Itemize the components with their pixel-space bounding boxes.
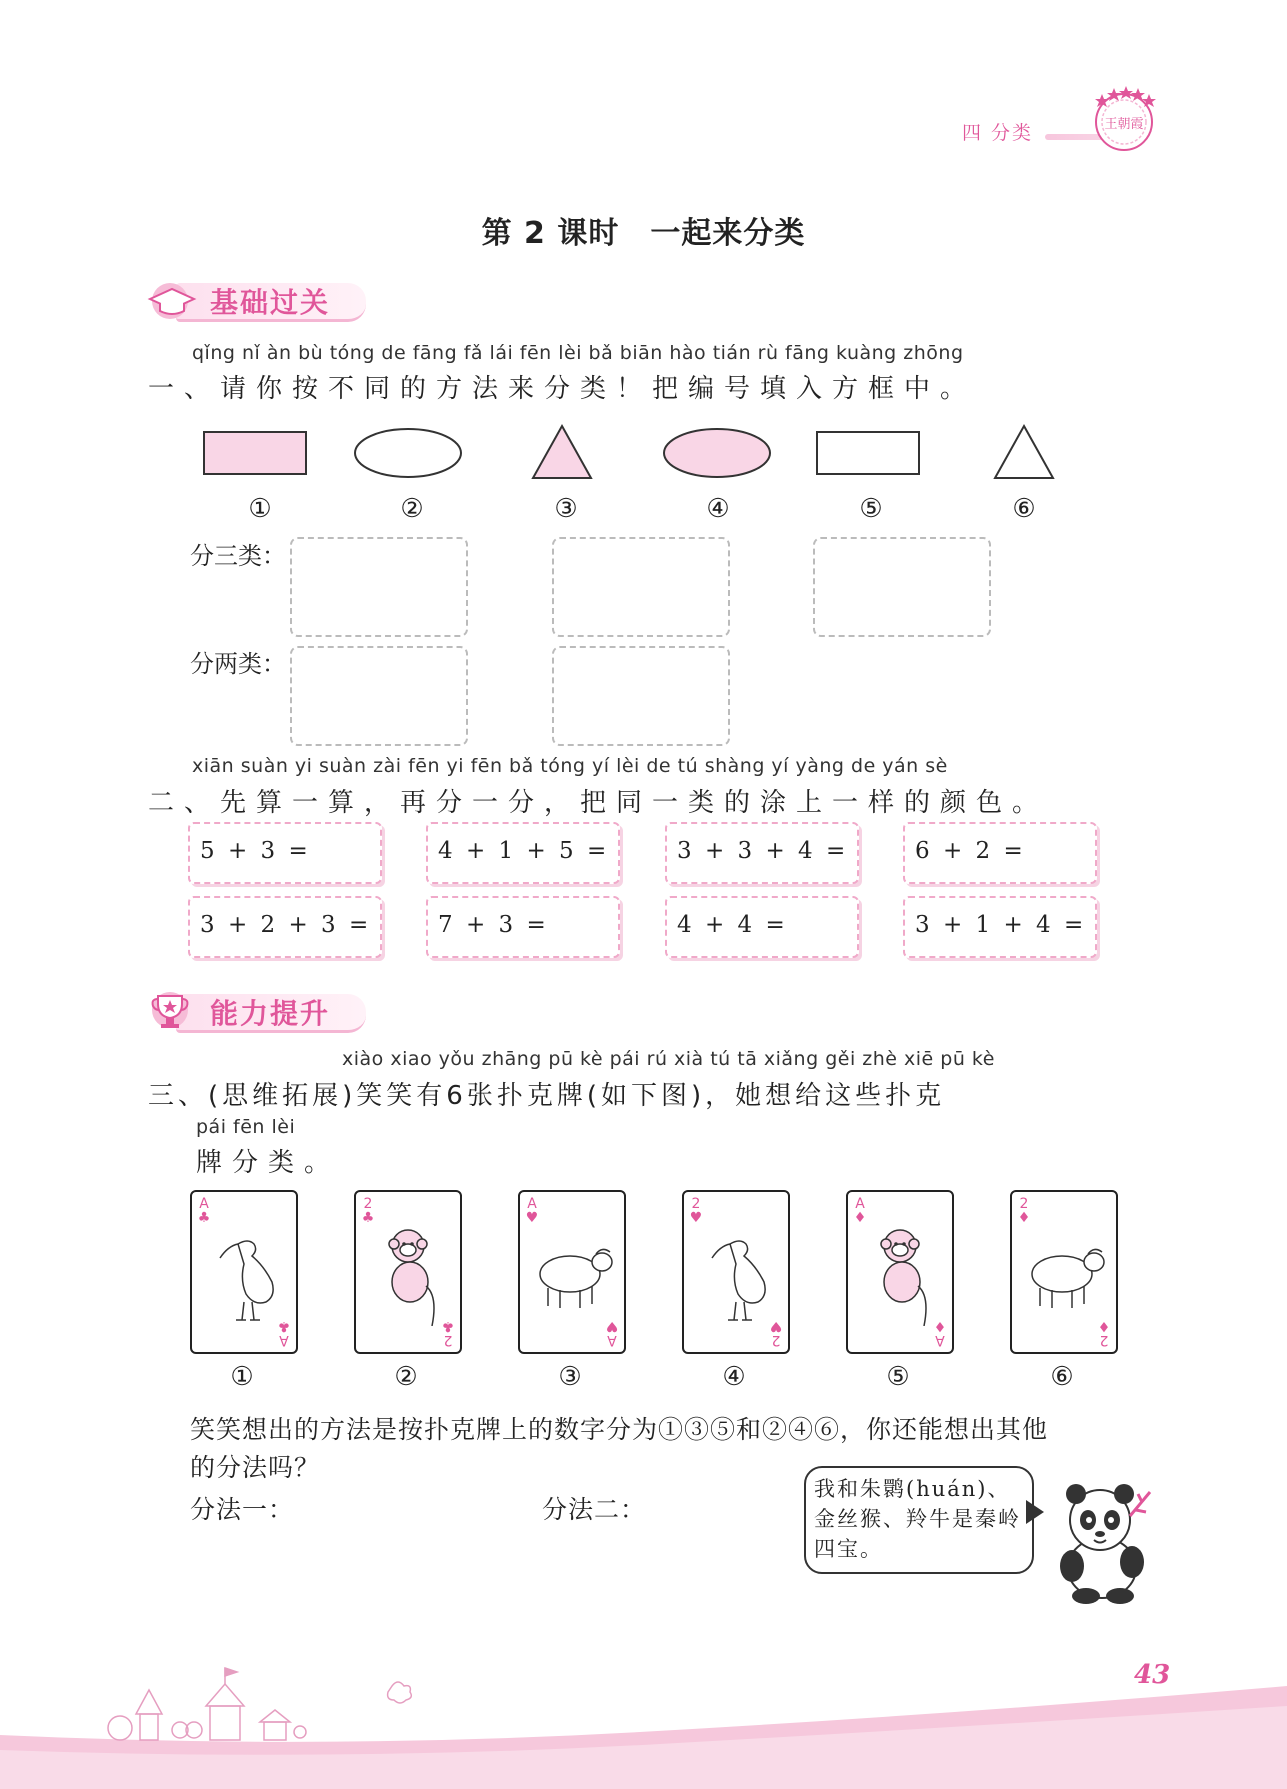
method-two-label: 分法二： bbox=[542, 1495, 647, 1524]
trophy-icon bbox=[146, 988, 202, 1032]
svg-text:王朝霞: 王朝霞 bbox=[1104, 117, 1144, 132]
equation-box[interactable] bbox=[188, 822, 382, 884]
section-banner-label: 能力提升 bbox=[210, 997, 331, 1030]
equation: 3 + 1 + 4 = bbox=[915, 912, 1087, 938]
card-rank-top: A ♦ bbox=[853, 1196, 867, 1226]
shape-6-triangle bbox=[995, 426, 1053, 478]
ibis-illustration bbox=[204, 1222, 286, 1326]
card-rank-top: 2 ♦ bbox=[1017, 1196, 1031, 1226]
card-rank-bottom: 2 ♥ bbox=[769, 1318, 783, 1348]
card-number: ① bbox=[230, 1362, 254, 1392]
shape-4-ellipse bbox=[664, 429, 770, 477]
takin-illustration bbox=[1024, 1222, 1106, 1326]
section-banner-basic bbox=[146, 277, 376, 321]
answer-box[interactable] bbox=[290, 646, 468, 746]
panda-illustration bbox=[1050, 1476, 1160, 1606]
equation-box[interactable] bbox=[188, 896, 382, 958]
equation-box[interactable] bbox=[426, 896, 620, 958]
lesson-title: 第 2 课时 一起来分类 bbox=[481, 216, 806, 251]
shape-number: ④ bbox=[706, 494, 730, 524]
shape-number: ⑤ bbox=[859, 494, 883, 524]
method-one-label: 分法一： bbox=[190, 1495, 295, 1524]
shape-number: ① bbox=[248, 494, 272, 524]
playing-card[interactable] bbox=[846, 1190, 954, 1354]
card-rank-top: 2 ♣ bbox=[361, 1196, 375, 1226]
card-rank-bottom: A ♦ bbox=[933, 1318, 947, 1348]
playing-card[interactable] bbox=[518, 1190, 626, 1354]
shape-2-ellipse bbox=[355, 429, 461, 477]
speech-text: 我和朱鹮(huán)、金丝猴、羚牛是秦岭四宝。 bbox=[814, 1477, 1021, 1561]
speech-bubble-tail bbox=[1026, 1500, 1044, 1524]
equation: 6 + 2 = bbox=[915, 838, 1026, 864]
equation-box[interactable] bbox=[903, 822, 1097, 884]
answer-box[interactable] bbox=[290, 537, 468, 637]
q1-text: 一、请你按不同的方法来分类！把编号填入方框中。 bbox=[148, 374, 977, 404]
equation-box[interactable] bbox=[665, 896, 859, 958]
takin-illustration bbox=[532, 1222, 614, 1326]
shape-number: ② bbox=[400, 494, 424, 524]
playing-card[interactable] bbox=[682, 1190, 790, 1354]
card-number: ⑥ bbox=[1050, 1362, 1074, 1392]
monkey-illustration bbox=[368, 1222, 450, 1326]
footer-decoration bbox=[0, 1640, 1287, 1789]
section-banner-label: 基础过关 bbox=[210, 286, 331, 319]
q3-description: 笑笑想出的方法是按扑克牌上的数字分为①③⑤和②④⑥，你还能想出其他 bbox=[190, 1415, 1049, 1444]
card-rank-bottom: A ♥ bbox=[605, 1318, 619, 1348]
shape-5-rectangle bbox=[817, 432, 919, 474]
graduation-cap-icon bbox=[146, 277, 202, 321]
ibis-illustration bbox=[696, 1222, 778, 1326]
card-rank-bottom: A ♣ bbox=[277, 1318, 291, 1348]
row-label-two: 分两类： bbox=[190, 650, 286, 678]
q2-pinyin: xiān suàn yi suàn zài fēn yi fēn bǎ tóng yí lèi de tú shàng yí yàng de yán sè bbox=[192, 755, 948, 777]
equation: 3 + 3 + 4 = bbox=[677, 838, 849, 864]
equation-box[interactable] bbox=[665, 822, 859, 884]
answer-box[interactable] bbox=[813, 537, 991, 637]
playing-card[interactable] bbox=[190, 1190, 298, 1354]
equation: 3 + 2 + 3 = bbox=[200, 912, 372, 938]
shape-number: ③ bbox=[554, 494, 578, 524]
equation-box[interactable] bbox=[426, 822, 620, 884]
q3-description-2: 的分法吗？ bbox=[190, 1453, 321, 1482]
equation: 4 + 4 = bbox=[677, 912, 788, 938]
q3-pinyin: xiào xiao yǒu zhāng pū kè pái rú xià tú tā xiǎng gěi zhè xiē pū kè bbox=[342, 1048, 995, 1070]
card-rank-top: A ♣ bbox=[197, 1196, 211, 1226]
monkey-illustration bbox=[860, 1222, 942, 1326]
shape-3-triangle bbox=[533, 426, 591, 478]
card-number: ⑤ bbox=[886, 1362, 910, 1392]
equation-box[interactable] bbox=[903, 896, 1097, 958]
playing-card[interactable] bbox=[354, 1190, 462, 1354]
answer-box[interactable] bbox=[552, 537, 730, 637]
equation: 5 + 3 = bbox=[200, 838, 311, 864]
answer-box[interactable] bbox=[552, 646, 730, 746]
card-rank-bottom: 2 ♦ bbox=[1097, 1318, 1111, 1348]
equation: 7 + 3 = bbox=[438, 912, 549, 938]
shape-1-rectangle bbox=[204, 432, 306, 474]
playing-card[interactable] bbox=[1010, 1190, 1118, 1354]
q3-pinyin-2: pái fēn lèi bbox=[196, 1116, 296, 1138]
card-number: ④ bbox=[722, 1362, 746, 1392]
shape-number: ⑥ bbox=[1012, 494, 1036, 524]
section-banner-advanced bbox=[146, 988, 376, 1032]
page-number: 43 bbox=[1134, 1660, 1171, 1690]
brand-logo bbox=[1088, 82, 1160, 154]
q1-shapes bbox=[150, 420, 1070, 490]
row-label-three: 分三类： bbox=[190, 542, 286, 570]
card-rank-top: 2 ♥ bbox=[689, 1196, 703, 1226]
q3-text-2: 牌分类。 bbox=[196, 1148, 341, 1178]
card-rank-bottom: 2 ♣ bbox=[441, 1318, 455, 1348]
q1-pinyin: qǐng nǐ àn bù tóng de fāng fǎ lái fēn lèi bǎ biān hào tián rù fāng kuàng zhōng bbox=[192, 342, 964, 364]
q2-text: 二、先算一算，再分一分，把同一类的涂上一样的颜色。 bbox=[148, 788, 1049, 818]
chapter-label: 四 分类 bbox=[962, 122, 1034, 144]
equation: 4 + 1 + 5 = bbox=[438, 838, 610, 864]
card-number: ② bbox=[394, 1362, 418, 1392]
card-number: ③ bbox=[558, 1362, 582, 1392]
card-rank-top: A ♥ bbox=[525, 1196, 539, 1226]
q3-text: 三、(思维拓展)笑笑有6张扑克牌(如下图)，她想给这些扑克 bbox=[148, 1081, 946, 1111]
